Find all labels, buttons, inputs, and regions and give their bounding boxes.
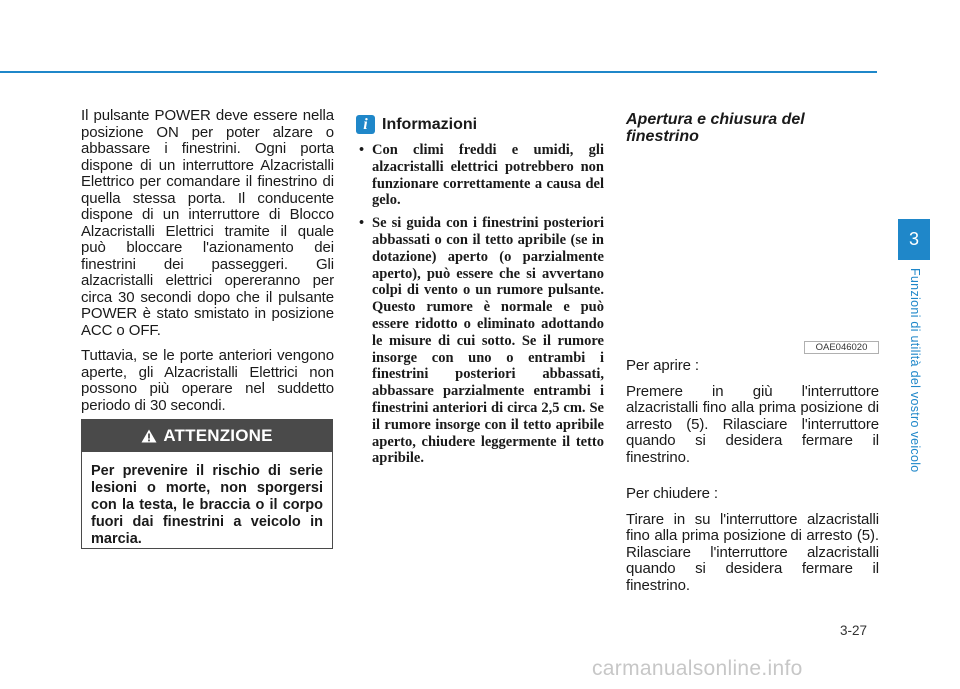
section-title-line1: Apertura e chiusura del <box>626 111 805 128</box>
section-title-line2: finestrino <box>626 128 699 145</box>
chapter-title-vertical: Funzioni di utilità del vostro veicolo <box>908 268 922 473</box>
page-number: 3-27 <box>840 623 868 638</box>
info-item-cold: • Con climi freddi e umidi, gli alzacristalli elettrici potrebbero non funzionare correttamente a causa del gelo. <box>356 142 604 209</box>
column-right <box>626 111 879 145</box>
warning-text: Per prevenire il rischio di serie lesioni o morte, non sporgersi con la testa, le braccia o il corpo fuori dai finestrini a veicolo in marcia. <box>91 463 323 547</box>
close-text: Tirare in su l'interruttore alzacristalli fino alla prima posizione di arresto (5). Rilasciare l'interruttore alzacristalli quando si desidera fermare il finestrino. <box>626 510 879 594</box>
header-rule <box>0 71 877 73</box>
info-list <box>356 142 604 467</box>
info-title: Informazioni <box>382 115 478 133</box>
power-paragraph: Il pulsante POWER deve essere nella posizione ON per poter alzare o abbassare i finestrini. Ogni porta dispone di un interruttore Alzacristalli Elettrico per comandare il finestrino di quella stessa porta. Il conducente dispone di un interruttore di Blocco Alzacristalli Elettrici tramite il quale può bloccare l'azionamento dei finestrini dei passeggeri. Gli alzacristalli elettrici opereranno per circa 30 secondi dopo che il pulsante POWER è stato smistato in posizione ACC o OFF. <box>81 107 334 339</box>
image-code-label: OAE046020 <box>804 341 879 354</box>
warning-header <box>82 420 332 452</box>
chapter-tab: 3 <box>898 219 930 260</box>
column-left <box>81 108 334 423</box>
front-doors-paragraph: Tuttavia, se le porte anteriori vengono aperte, gli Alzacristalli Elettrici non possono più operare nel suddetto periodo di 30 secondi. <box>81 347 334 414</box>
warning-title: ATTENZIONE <box>163 426 273 445</box>
open-label: Per aprire : <box>626 357 699 374</box>
open-text: Premere in giù l'interruttore alzacristalli fino alla prima posizione di arresto (5). Rilasciare l'interruttore quando si desidera fermare il finestrino. <box>626 382 879 466</box>
section-title <box>626 111 879 145</box>
close-label: Per chiudere : <box>626 485 718 502</box>
info-item-wind-noise: • Se si guida con i finestrini posteriori abbassati o con il tetto apribile (se in dotazione) aperto (o parzialmente aperto), può essere che si avvertano colpi di vento o un rumore pulsante. Questo rumore è normale e può essere ridotto o eliminato adottando le misure di cui sotto. Se il rumore insorge con uno o entrambi i finestrini posteriori abbassati, abbassare parzialmente entrambi i finestrini anteriori di circa 2,5 cm. Se il rumore insorge con il tetto apribile aperto, chiudere leggermente il tetto apribile. <box>356 215 604 467</box>
window-instructions <box>626 358 879 603</box>
warning-box <box>81 419 333 549</box>
info-header <box>356 115 604 134</box>
watermark: carmanualsonline.info <box>592 657 803 680</box>
warning-triangle-icon <box>141 429 157 443</box>
column-middle <box>356 115 604 473</box>
info-icon: i <box>356 115 375 134</box>
